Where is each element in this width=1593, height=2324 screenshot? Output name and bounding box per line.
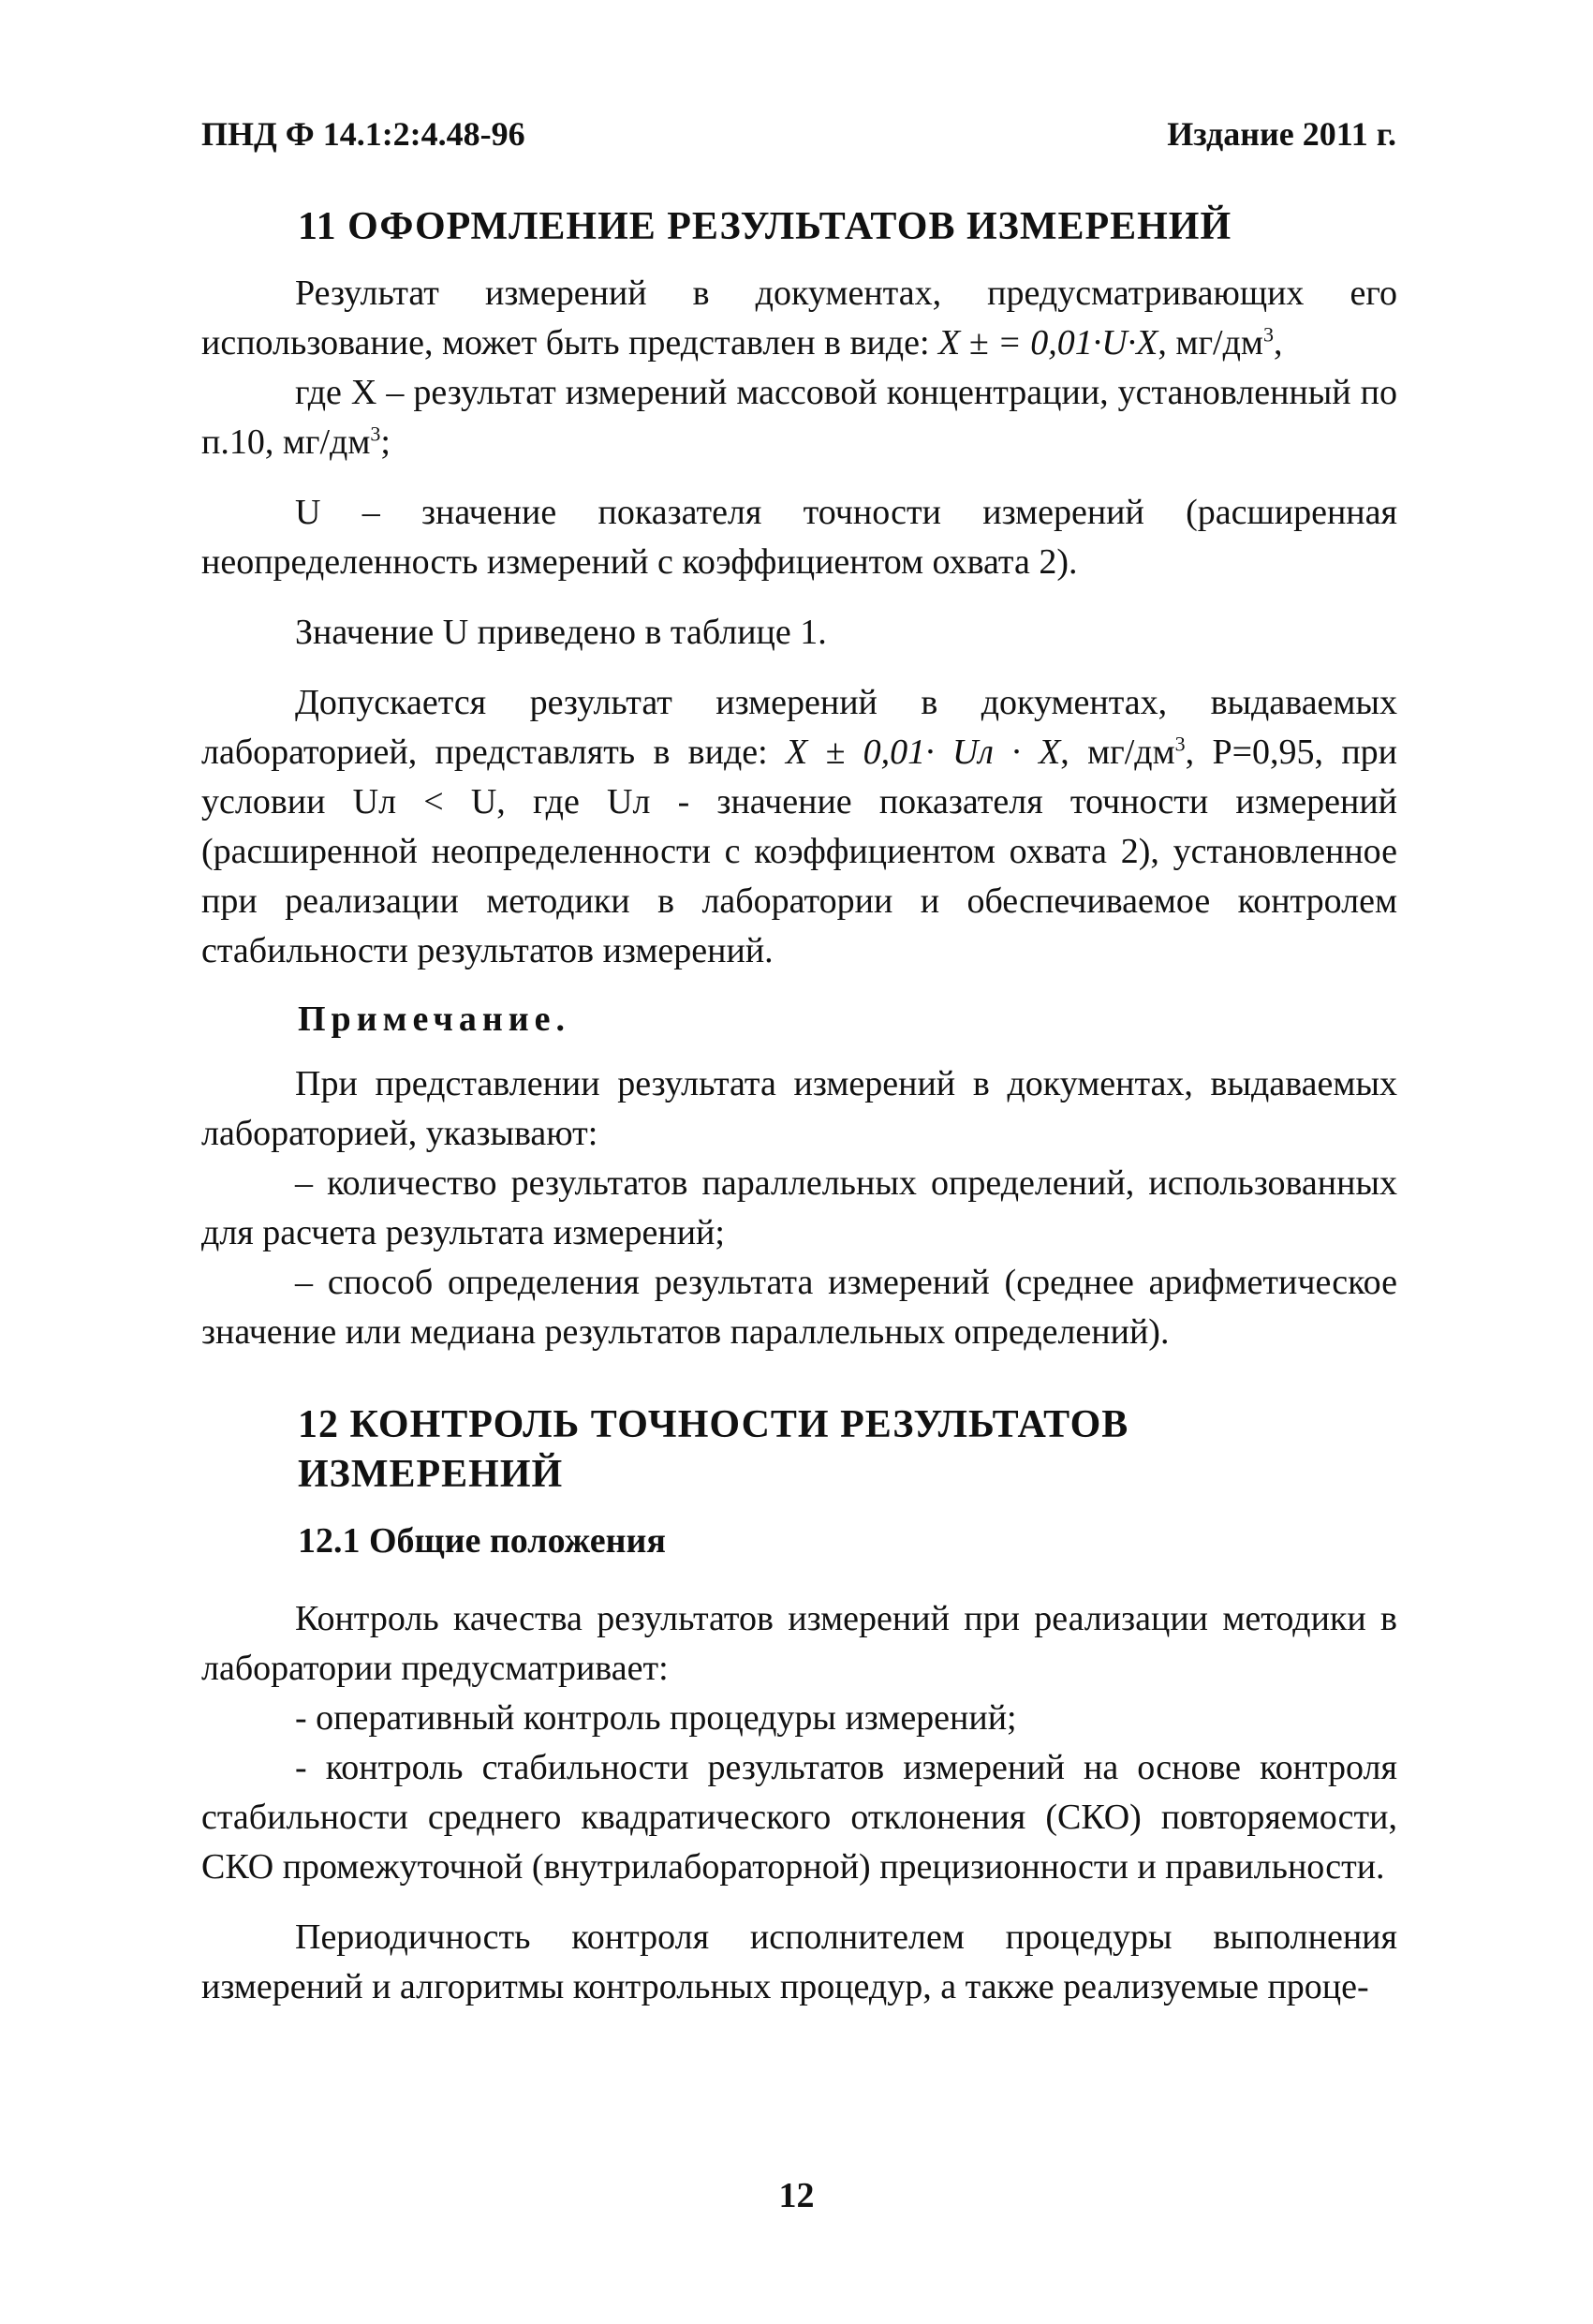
- section-11-title: 11 ОФОРМЛЕНИЕ РЕЗУЛЬТАТОВ ИЗМЕРЕНИЙ: [298, 205, 1232, 248]
- paragraph-text: Результат измерений в документах, предусматривающих его использование, может быть представлен в виде:: [201, 274, 1397, 363]
- subsection-12-1-title: 12.1 Общие положения: [298, 1521, 666, 1561]
- note-title: Примечание.: [298, 999, 570, 1039]
- note-list-item: – способ определения результата измерений (среднее арифметическое значение или медиана результатов параллельных определений).: [201, 1263, 1397, 1352]
- section-12-paragraph-2: Периодичность контроля исполнителем процедуры выполнения измерений и алгоритмы контрольных процедур, а также реализуемые проце-: [201, 1917, 1397, 2006]
- section-11-paragraph-5: [201, 678, 1397, 976]
- section-11-paragraph-3: U – значение показателя точности измерений (расширенная неопределенность измерений с коэффициентом охвата 2).: [201, 493, 1397, 582]
- formula: X ± 0,01· Uл · X: [786, 733, 1061, 772]
- formula: X ± = 0,01·U·X: [938, 323, 1158, 363]
- paragraph-text: где X – результат измерений массовой концентрации, установленный по п.10, мг/дм: [201, 373, 1397, 462]
- section-12-paragraph-1: Контроль качества результатов измерений при реализации методики в лаборатории предусматривает:: [201, 1599, 1397, 1688]
- section-12-list-item: - оперативный контроль процедуры измерений;: [295, 1698, 1017, 1738]
- superscript: 3: [1174, 732, 1186, 756]
- section-11-paragraph-2: [201, 368, 1397, 467]
- page-number: 12: [778, 2176, 815, 2215]
- section-12-list-item: - контроль стабильности результатов измерений на основе контроля стабильности среднего квадратического отклонения (СКО) повторяемости, СКО промежуточной (внутрилабораторной) прецизионности и правильности.: [201, 1748, 1397, 1887]
- unit: , мг/дм: [1158, 323, 1263, 363]
- section-12-title: 12 КОНТРОЛЬ ТОЧНОСТИ РЕЗУЛЬТАТОВ ИЗМЕРЕНИЙ: [298, 1403, 1129, 1496]
- superscript: 3: [370, 422, 381, 446]
- section-11-paragraph-4: Значение U приведено в таблице 1.: [295, 613, 827, 652]
- paragraph-text-continued: , Р=0,95, при условии Uл < U, где Uл - значение показателя точности измерений (расширенной неопределенности с коэффициентом охвата 2), установленное при реализации методики в лаборатории и обеспечиваемое контролем стабильности результатов измерений.: [201, 733, 1397, 970]
- unit: , мг/дм: [1060, 733, 1175, 772]
- page-content: [201, 187, 1397, 2012]
- edition-label: Издание 2011 г.: [1167, 115, 1396, 153]
- note-paragraph: При представлении результата измерений в документах, выдаваемых лабораторией, указывают:: [201, 1064, 1397, 1153]
- punctuation: ;: [380, 422, 391, 462]
- superscript: 3: [1262, 322, 1274, 347]
- note-list-item: – количество результатов параллельных определений, использованных для расчета результата измерений;: [201, 1163, 1397, 1252]
- section-11-paragraph-1: [201, 269, 1397, 368]
- punctuation: ,: [1273, 323, 1283, 363]
- document-code: ПНД Ф 14.1:2:4.48-96: [201, 115, 525, 153]
- paragraph-text: Допускается результат измерений в документах, выдаваемых лабораторией, представлять в виде:: [201, 683, 1397, 772]
